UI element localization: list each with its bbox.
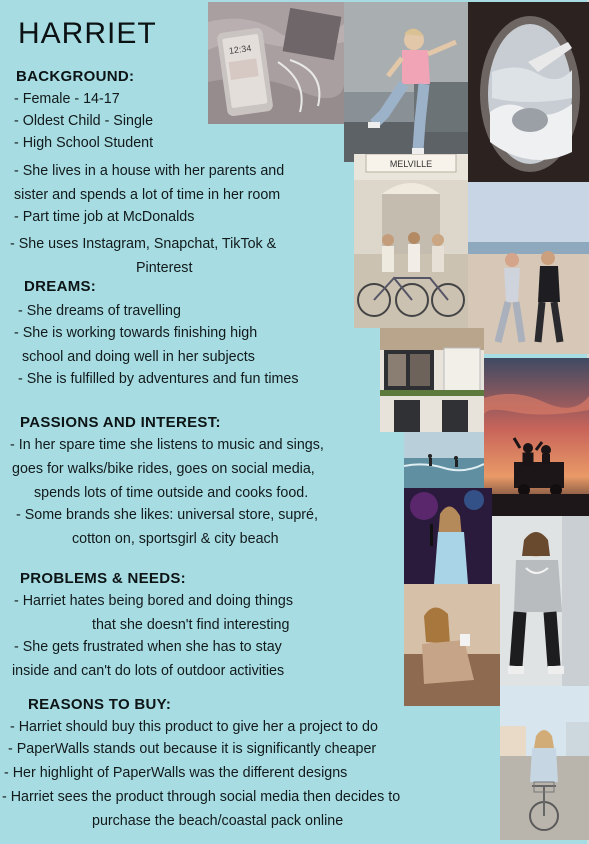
girl-jumping-photo	[344, 2, 468, 162]
background-line: - Part time job at McDonalds	[14, 209, 195, 225]
beach-friends-photo	[468, 182, 589, 354]
reasons-line: purchase the beach/coastal pack online	[92, 813, 344, 829]
background-line: - Oldest Child - Single	[14, 113, 154, 129]
concert-singer-photo	[404, 488, 492, 584]
dreams-line: - She dreams of travelling	[18, 303, 181, 319]
surfing-photo	[404, 432, 484, 488]
problems-line: that she doesn't find interesting	[92, 617, 290, 633]
background-heading: BACKGROUND:	[16, 68, 135, 85]
dreams-line: - She is fulfilled by adventures and fun times	[18, 371, 299, 387]
shop-sign-text: MELVILLE	[389, 159, 433, 169]
house-window-photo	[380, 328, 484, 432]
background-line: - She lives in a house with her parents and	[14, 163, 285, 179]
bike-street-photo	[500, 686, 589, 840]
reasons-line: - PaperWalls stands out because it is significantly cheaper	[8, 741, 377, 757]
phone-screen-time: 12:34	[228, 42, 252, 56]
reasons-line: - Harriet sees the product through social media then decides to	[2, 789, 401, 805]
problems-line: - Harriet hates being bored and doing things	[14, 593, 293, 609]
sunset-van-photo	[484, 358, 589, 516]
passions-line: cotton on, sportsgirl & city beach	[72, 531, 279, 547]
problems-line: - She gets frustrated when she has to stay	[14, 639, 282, 655]
passions-line: - Some brands she likes: universal store, supré,	[16, 507, 318, 523]
dreams-line: - She is working towards finishing high	[14, 325, 258, 341]
couch-girl-photo	[404, 584, 500, 706]
background-line: sister and spends a lot of time in her room	[14, 187, 281, 203]
background-line: - Female - 14-17	[14, 91, 120, 107]
problems-line: inside and can't do lots of outdoor activities	[12, 663, 285, 679]
phone-photo	[208, 2, 344, 124]
passions-line: goes for walks/bike rides, goes on social media,	[12, 461, 315, 477]
reasons-heading: REASONS TO BUY:	[28, 696, 172, 713]
passions-heading: PASSIONS AND INTEREST:	[20, 414, 221, 431]
passions-line: - In her spare time she listens to music and sings,	[10, 437, 324, 453]
background-line: - She uses Instagram, Snapchat, TikTok &	[10, 236, 277, 252]
bikes-storefront-photo	[354, 154, 468, 328]
reasons-line: - Her highlight of PaperWalls was the different designs	[4, 765, 348, 781]
page-title: HARRIET	[18, 17, 157, 50]
airplane-window-photo	[468, 2, 589, 182]
background-line: - High School Student	[14, 135, 154, 151]
passions-line: spends lots of time outside and cooks food.	[34, 485, 309, 501]
reasons-line: - Harriet should buy this product to give her a project to do	[10, 719, 378, 735]
problems-heading: PROBLEMS & NEEDS:	[20, 570, 186, 587]
dreams-line: school and doing well in her subjects	[22, 349, 255, 365]
dreams-heading: DREAMS:	[24, 278, 97, 295]
hoodie-girl-photo	[492, 516, 589, 686]
background-line: Pinterest	[136, 260, 193, 276]
